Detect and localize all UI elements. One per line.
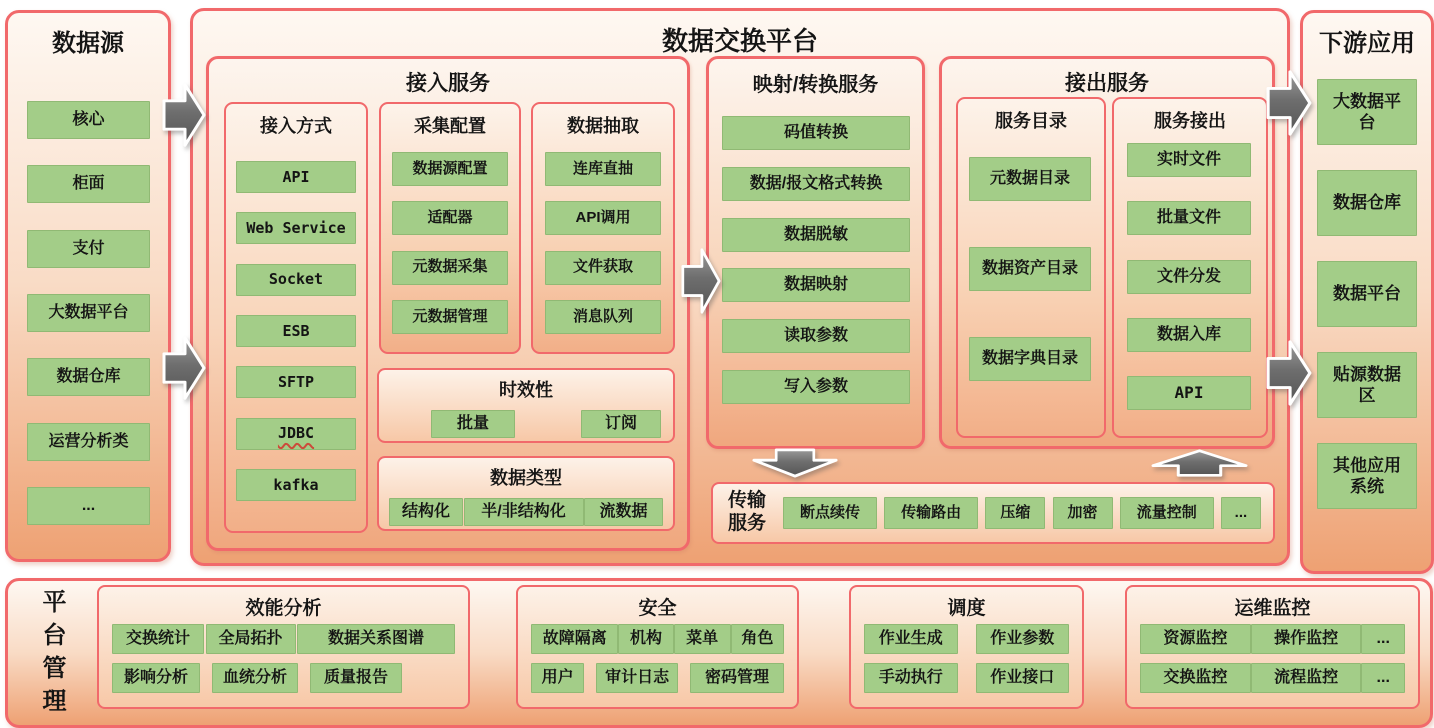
timeliness-list (379, 410, 673, 436)
timeliness-box (377, 368, 675, 443)
data-extraction-item: 文件获取 (545, 251, 661, 285)
data-source-item: 运营分析类 (27, 423, 150, 461)
ops-monitoring-box (1125, 585, 1420, 709)
access-method-item: kafka (236, 469, 356, 501)
monitoring-item: 交换监控 (1140, 663, 1251, 693)
mapping-item: 数据脱敏 (722, 218, 910, 252)
access-method-item: Web Service (236, 212, 356, 244)
flow-arrow-right-icon (1266, 67, 1312, 139)
security-item: 菜单 (674, 624, 731, 654)
efficiency-item: 全局拓扑 (206, 624, 296, 654)
service-output-item: 批量文件 (1127, 201, 1251, 235)
data-extraction-title: 数据抽取 (567, 116, 639, 136)
mapping-transform-section (706, 56, 925, 449)
security-item: 审计日志 (596, 663, 678, 693)
data-types-list (389, 498, 663, 524)
service-output-title: 服务接出 (1154, 111, 1226, 131)
monitoring-item: ... (1361, 624, 1405, 654)
security-box (516, 585, 799, 709)
efficiency-item: 数据关系图谱 (297, 624, 455, 654)
access-method-item: JDBC (236, 418, 356, 450)
downstream-app-item: 其他应用系统 (1317, 443, 1417, 509)
monitoring-item: ... (1361, 663, 1405, 693)
access-method-item: API (236, 161, 356, 193)
downstream-apps-list (1317, 79, 1417, 509)
efficiency-analysis-box (97, 585, 470, 709)
scheduling-item: 作业参数 (976, 624, 1070, 654)
security-title: 安全 (638, 598, 677, 619)
service-catalog-item: 数据资产目录 (969, 247, 1091, 291)
scheduling-item: 作业生成 (864, 624, 958, 654)
service-output-list (1127, 143, 1251, 410)
timeliness-item: 批量 (431, 410, 515, 438)
access-method-item: Socket (236, 264, 356, 296)
data-sources-list (27, 101, 150, 525)
transmission-item: 传输路由 (884, 497, 978, 529)
transmission-service-title: 传输服务 (727, 490, 766, 534)
mapping-transform-list (722, 116, 910, 404)
mapping-transform-title: 映射/转换服务 (752, 74, 879, 96)
security-row-1 (531, 624, 784, 654)
output-service-title: 接出服务 (1065, 72, 1149, 95)
data-type-item: 结构化 (389, 498, 463, 526)
security-item: 故障隔离 (531, 624, 618, 654)
efficiency-item: 交换统计 (112, 624, 204, 654)
data-extraction-item: API调用 (545, 201, 661, 235)
service-output-item: API (1127, 376, 1251, 410)
mapping-item: 数据/报文格式转换 (722, 167, 910, 201)
downstream-app-item: 大数据平台 (1317, 79, 1417, 145)
security-item: 密码管理 (690, 663, 784, 693)
access-method-item: SFTP (236, 366, 356, 398)
data-extraction-box (531, 102, 675, 354)
transmission-item: ... (1221, 497, 1261, 529)
scheduling-row-1 (864, 624, 1069, 654)
scheduling-box (849, 585, 1084, 709)
downstream-app-item: 贴源数据区 (1317, 352, 1417, 418)
collection-config-item: 适配器 (392, 201, 508, 235)
data-sources-panel (5, 10, 171, 562)
data-source-item: ... (27, 487, 150, 525)
mapping-item: 数据映射 (722, 268, 910, 302)
access-service-section (206, 56, 690, 551)
platform-management-panel (5, 578, 1433, 728)
data-source-item: 核心 (27, 101, 150, 139)
exchange-platform-panel (190, 8, 1290, 566)
transmission-service-box (711, 482, 1275, 544)
data-type-item: 半/非结构化 (464, 498, 584, 526)
data-extraction-item: 连库直抽 (545, 152, 661, 186)
scheduling-title: 调度 (947, 598, 986, 619)
data-types-box (377, 456, 675, 531)
transmission-item: 压缩 (985, 497, 1045, 529)
data-source-item: 支付 (27, 230, 150, 268)
platform-management-title: 平台管理 (38, 589, 65, 721)
collection-config-title: 采集配置 (414, 116, 486, 136)
data-source-item: 柜面 (27, 165, 150, 203)
monitoring-item: 流程监控 (1251, 663, 1362, 693)
service-output-item: 数据入库 (1127, 318, 1251, 352)
scheduling-item: 手动执行 (864, 663, 958, 693)
monitoring-row-2 (1140, 663, 1405, 693)
ops-monitoring-title: 运维监控 (1234, 598, 1311, 619)
efficiency-row-2 (112, 663, 455, 693)
flow-arrow-right-icon (681, 245, 721, 317)
collection-config-item: 数据源配置 (392, 152, 508, 186)
collection-config-item: 元数据管理 (392, 300, 508, 334)
efficiency-analysis-title: 效能分析 (245, 598, 322, 619)
flow-arrow-right-icon (162, 333, 206, 403)
service-output-box (1112, 97, 1268, 438)
efficiency-item: 质量报告 (310, 663, 402, 693)
data-source-item: 大数据平台 (27, 294, 150, 332)
efficiency-item: 影响分析 (112, 663, 200, 693)
transmission-list (771, 497, 1273, 529)
access-method-item: ESB (236, 315, 356, 347)
monitoring-row-1 (1140, 624, 1405, 654)
data-extraction-list (545, 152, 661, 334)
downstream-app-item: 数据平台 (1317, 261, 1417, 327)
exchange-platform-title: 数据交换平台 (661, 26, 818, 56)
access-methods-list (236, 161, 356, 501)
timeliness-title: 时效性 (499, 380, 553, 400)
timeliness-item: 订阅 (581, 410, 661, 438)
mapping-item: 码值转换 (722, 116, 910, 150)
downstream-app-item: 数据仓库 (1317, 170, 1417, 236)
flow-arrow-up-icon (1151, 449, 1248, 477)
flow-arrow-down-icon (752, 448, 838, 478)
data-types-title: 数据类型 (490, 468, 562, 488)
transmission-item: 断点续传 (783, 497, 877, 529)
security-row-2 (531, 663, 784, 693)
scheduling-row-2 (864, 663, 1069, 693)
service-catalog-box (956, 97, 1106, 438)
access-methods-box (224, 102, 368, 533)
transmission-item: 加密 (1053, 497, 1113, 529)
service-catalog-item: 元数据目录 (969, 157, 1091, 201)
service-catalog-item: 数据字典目录 (969, 337, 1091, 381)
security-item: 角色 (731, 624, 784, 654)
collection-config-item: 元数据采集 (392, 251, 508, 285)
flow-arrow-right-icon (162, 80, 206, 150)
security-item: 用户 (531, 663, 584, 693)
data-type-item: 流数据 (584, 498, 663, 526)
service-output-item: 实时文件 (1127, 143, 1251, 177)
collection-config-box (379, 102, 521, 354)
efficiency-item: 血统分析 (212, 663, 298, 693)
security-item: 机构 (618, 624, 673, 654)
mapping-item: 写入参数 (722, 370, 910, 404)
monitoring-item: 资源监控 (1140, 624, 1251, 654)
service-catalog-title: 服务目录 (995, 111, 1067, 131)
flow-arrow-right-icon (1266, 337, 1312, 409)
mapping-item: 读取参数 (722, 319, 910, 353)
access-service-title: 接入服务 (406, 72, 490, 95)
downstream-apps-panel (1300, 10, 1434, 574)
monitoring-item: 操作监控 (1251, 624, 1362, 654)
scheduling-item: 作业接口 (976, 663, 1070, 693)
collection-config-list (392, 152, 508, 334)
downstream-apps-title: 下游应用 (1319, 30, 1415, 57)
service-catalog-list (969, 157, 1091, 381)
access-methods-title: 接入方式 (260, 116, 332, 136)
output-service-section (939, 56, 1275, 449)
service-output-item: 文件分发 (1127, 260, 1251, 294)
transmission-item: 流量控制 (1120, 497, 1214, 529)
data-sources-title: 数据源 (52, 30, 124, 57)
data-extraction-item: 消息队列 (545, 300, 661, 334)
efficiency-row-1 (112, 624, 455, 654)
data-source-item: 数据仓库 (27, 358, 150, 396)
